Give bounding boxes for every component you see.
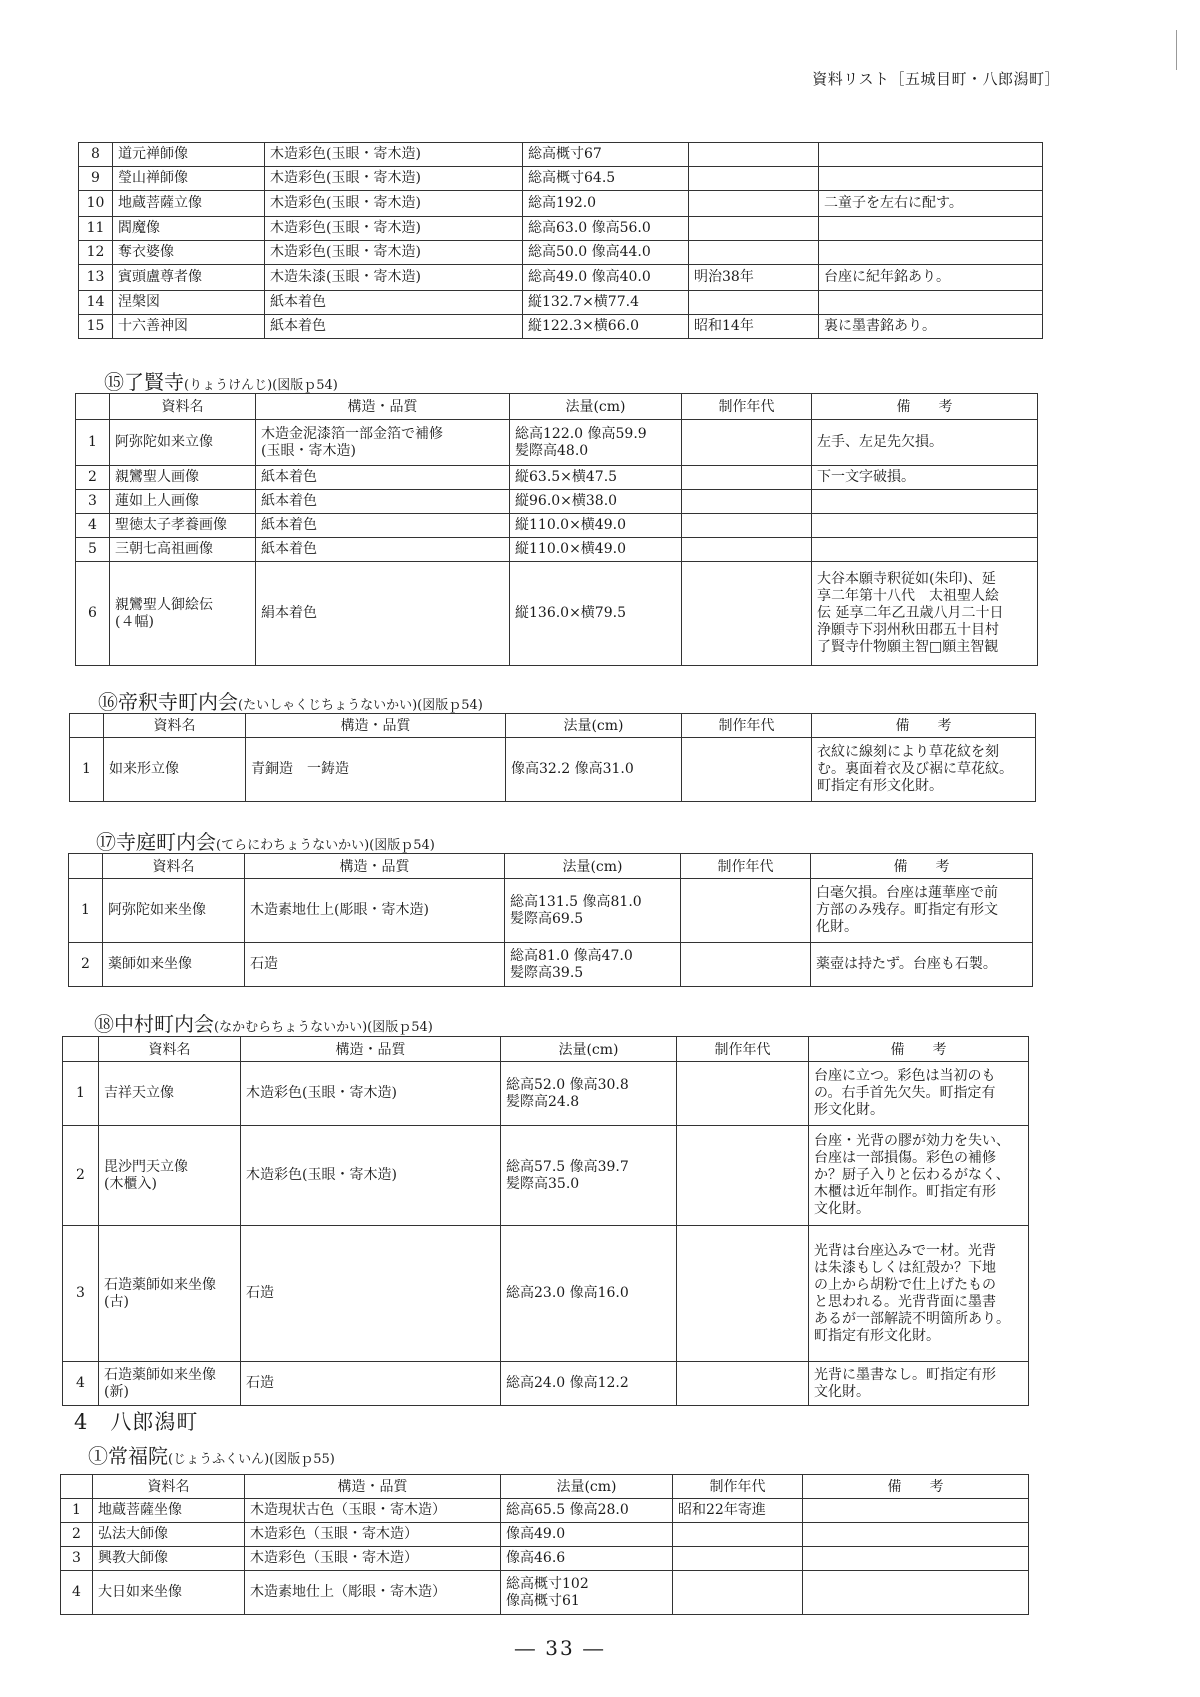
- cell-material: 木造彩色(玉眼・寄木造): [265, 167, 523, 191]
- table-row: [79, 241, 1043, 265]
- cell-material: 木造現状古色（玉眼・寄木造）: [245, 1499, 501, 1523]
- cell-no: 2: [61, 1523, 93, 1547]
- cell-name: 阿弥陀如来坐像: [103, 879, 245, 943]
- cell-size: 像高46.6: [501, 1547, 673, 1571]
- section-reading: (たいしゃくじちょうないかい)(図版ｐ54): [238, 698, 483, 713]
- cell-size: 縦122.3×横66.0: [523, 315, 689, 339]
- cell-era: [677, 1126, 809, 1226]
- header-no: [70, 714, 104, 738]
- section-name: ⑮了賢寺: [104, 370, 184, 394]
- header-no: [63, 1037, 99, 1062]
- cell-note: 台座・光背の膠が効力を失い、 台座は一部損傷。彩色の補修 か？厨子入りと伝わるがなく、 木櫃は近年制作。町指定有形 文化財。: [809, 1126, 1029, 1226]
- header-material: 構造・品質: [256, 394, 510, 420]
- cell-material: 木造素地仕上(彫眼・寄木造): [245, 879, 505, 943]
- cell-era: [673, 1523, 803, 1547]
- cell-note: 白毫欠損。台座は蓮華座で前 方部のみ残存。町指定有形文 化財。: [811, 879, 1033, 943]
- cell-size: 縦110.0×横49.0: [510, 538, 682, 562]
- table-row: [79, 315, 1043, 339]
- cell-name: 地蔵菩薩坐像: [93, 1499, 245, 1523]
- cell-note: [803, 1571, 1029, 1615]
- section-reading: (りょうけんじ)(図版ｐ54): [184, 378, 338, 393]
- cell-size: 総高131.5 像高81.0 髪際高69.5: [505, 879, 681, 943]
- cell-no: 3: [76, 490, 110, 514]
- section-title-jofukuin: [88, 1440, 335, 1469]
- header-size: 法量(cm): [506, 714, 682, 738]
- cell-size: 総高50.0 像高44.0: [523, 241, 689, 265]
- cell-era: [677, 1226, 809, 1362]
- table-row: [76, 490, 1038, 514]
- cell-note: [803, 1523, 1029, 1547]
- table-row: [76, 514, 1038, 538]
- cell-era: [689, 167, 819, 191]
- cell-size: 縦136.0×横79.5: [510, 562, 682, 666]
- table-taishakuji: [69, 713, 1036, 802]
- header-era: 制作年代: [682, 394, 812, 420]
- cell-material: 絹本着色: [256, 562, 510, 666]
- cell-note: 大谷本願寺釈従如(朱印)、延 享二年第十八代 太祖聖人絵 伝 延享二年乙丑歳八月二十日 浄願寺下羽州秋田郡五十目村 了賢寺什物願主智□願主智観: [812, 562, 1038, 666]
- header-size: 法量(cm): [501, 1037, 677, 1062]
- table-header-row: [63, 1037, 1029, 1062]
- header-name: 資料名: [104, 714, 246, 738]
- table-row: [76, 562, 1038, 666]
- header-note: 備 考: [803, 1475, 1029, 1499]
- cell-material: 木造彩色(玉眼・寄木造): [265, 191, 523, 217]
- cell-no: 13: [79, 265, 113, 291]
- cell-no: 11: [79, 217, 113, 241]
- table-row: [79, 191, 1043, 217]
- cell-era: [682, 538, 812, 562]
- table-row: [79, 265, 1043, 291]
- header-note: 備 考: [811, 854, 1033, 879]
- table-row: [61, 1499, 1029, 1523]
- cell-name: 石造薬師如来坐像 (古): [99, 1226, 241, 1362]
- cell-name: 吉祥天立像: [99, 1062, 241, 1126]
- cell-no: 6: [76, 562, 110, 666]
- table-row: [79, 291, 1043, 315]
- header-material: 構造・品質: [246, 714, 506, 738]
- cell-material: 紙本着色: [256, 466, 510, 490]
- section-title-ryokenji: [104, 366, 338, 395]
- cell-era: [689, 191, 819, 217]
- cell-era: 昭和22年寄進: [673, 1499, 803, 1523]
- cell-note: [803, 1547, 1029, 1571]
- cell-material: 青銅造 一鋳造: [246, 738, 506, 802]
- cell-no: 2: [69, 943, 103, 987]
- cell-size: 縦132.7×横77.4: [523, 291, 689, 315]
- header-no: [76, 394, 110, 420]
- cell-name: 十六善神図: [113, 315, 265, 339]
- cell-name: 聖徳太子孝養画像: [110, 514, 256, 538]
- table-row: [76, 420, 1038, 466]
- cell-name: 地蔵菩薩立像: [113, 191, 265, 217]
- cell-no: 1: [69, 879, 103, 943]
- cell-no: 15: [79, 315, 113, 339]
- cell-era: [682, 738, 812, 802]
- cell-no: 3: [63, 1226, 99, 1362]
- cell-note: 裏に墨書銘あり。: [819, 315, 1043, 339]
- cell-era: [682, 420, 812, 466]
- header-name: 資料名: [110, 394, 256, 420]
- header-material: 構造・品質: [245, 1475, 501, 1499]
- cell-no: 4: [61, 1571, 93, 1615]
- table-row: [79, 167, 1043, 191]
- cell-size: 総高57.5 像高39.7 髪際高35.0: [501, 1126, 677, 1226]
- cell-name: 阿弥陀如来立像: [110, 420, 256, 466]
- cell-era: [689, 241, 819, 265]
- cell-era: [682, 466, 812, 490]
- table-row: [70, 738, 1036, 802]
- section-reading: (なかむらちょうないかい)(図版ｐ54): [214, 1020, 433, 1035]
- cell-no: 4: [63, 1362, 99, 1406]
- cell-material: 木造彩色（玉眼・寄木造）: [245, 1547, 501, 1571]
- cell-note: [819, 143, 1043, 167]
- cell-era: [677, 1062, 809, 1126]
- cell-size: 縦96.0×横38.0: [510, 490, 682, 514]
- section-reading: (てらにわちょうないかい)(図版ｐ54): [216, 838, 435, 853]
- cell-no: 10: [79, 191, 113, 217]
- cell-note: [812, 538, 1038, 562]
- scan-edge-mark: [1176, 30, 1177, 70]
- cell-no: 2: [76, 466, 110, 490]
- cell-note: [819, 291, 1043, 315]
- cell-no: 9: [79, 167, 113, 191]
- cell-no: 4: [76, 514, 110, 538]
- cell-era: [673, 1571, 803, 1615]
- table-header-row: [61, 1475, 1029, 1499]
- cell-size: 総高概寸64.5: [523, 167, 689, 191]
- table-ryokenji: [75, 393, 1038, 666]
- cell-size: 像高32.2 像高31.0: [506, 738, 682, 802]
- cell-name: 毘沙門天立像 (木櫃入): [99, 1126, 241, 1226]
- cell-material: 木造彩色(玉眼・寄木造): [241, 1126, 501, 1226]
- cell-note: 下一文字破損。: [812, 466, 1038, 490]
- table-row: [69, 879, 1033, 943]
- cell-era: [682, 490, 812, 514]
- cell-material: 石造: [241, 1362, 501, 1406]
- cell-material: 木造彩色(玉眼・寄木造): [241, 1062, 501, 1126]
- cell-era: 昭和14年: [689, 315, 819, 339]
- table-header-row: [76, 394, 1038, 420]
- cell-note: 光背は台座込みで一材。光背 は朱漆もしくは紅殻か？下地 の上から胡粉で仕上げたもの と思われる。光背背面に墨書 あるが一部解読不明箇所あり。 町指定有形文化財。: [809, 1226, 1029, 1362]
- section-name: ⑯帝釈寺町内会: [98, 690, 238, 714]
- table-row: [69, 943, 1033, 987]
- cell-material: 木造彩色(玉眼・寄木造): [265, 143, 523, 167]
- cell-name: 如来形立像: [104, 738, 246, 802]
- section-title-nakamura: [94, 1008, 433, 1037]
- header-note: 備 考: [812, 394, 1038, 420]
- cell-size: 総高52.0 像高30.8 髪際高24.8: [501, 1062, 677, 1126]
- cell-size: 総高63.0 像高56.0: [523, 217, 689, 241]
- header-note: 備 考: [812, 714, 1036, 738]
- header-size: 法量(cm): [510, 394, 682, 420]
- cell-note: [803, 1499, 1029, 1523]
- cell-era: [682, 562, 812, 666]
- cell-note: [819, 167, 1043, 191]
- cell-size: 総高24.0 像高12.2: [501, 1362, 677, 1406]
- header-size: 法量(cm): [505, 854, 681, 879]
- table-row: [79, 143, 1043, 167]
- cell-era: [673, 1547, 803, 1571]
- cell-size: 総高概寸67: [523, 143, 689, 167]
- cell-no: 8: [79, 143, 113, 167]
- cell-era: [689, 143, 819, 167]
- cell-name: 三朝七高祖画像: [110, 538, 256, 562]
- cell-name: 涅槃図: [113, 291, 265, 315]
- cell-note: [819, 241, 1043, 265]
- cell-era: [681, 943, 811, 987]
- section-name: ⑰寺庭町内会: [96, 830, 216, 854]
- cell-size: 総高65.5 像高28.0: [501, 1499, 673, 1523]
- cell-era: [689, 291, 819, 315]
- header-note: 備 考: [809, 1037, 1029, 1062]
- cell-name: 蓮如上人画像: [110, 490, 256, 514]
- table-row: [61, 1547, 1029, 1571]
- cell-material: 木造素地仕上（彫眼・寄木造）: [245, 1571, 501, 1615]
- cell-size: 像高49.0: [501, 1523, 673, 1547]
- cell-size: 総高81.0 像高47.0 髪際高39.5: [505, 943, 681, 987]
- header-material: 構造・品質: [245, 854, 505, 879]
- header-material: 構造・品質: [241, 1037, 501, 1062]
- cell-era: [689, 217, 819, 241]
- cell-size: 縦110.0×横49.0: [510, 514, 682, 538]
- cell-material: 木造朱漆(玉眼・寄木造): [265, 265, 523, 291]
- cell-name: 道元禅師像: [113, 143, 265, 167]
- cell-no: 1: [76, 420, 110, 466]
- cell-note: [819, 217, 1043, 241]
- table-row: [63, 1226, 1029, 1362]
- header-name: 資料名: [93, 1475, 245, 1499]
- table-row: [63, 1126, 1029, 1226]
- section-title-taishakuji: [98, 686, 483, 715]
- cell-material: 木造彩色(玉眼・寄木造): [265, 241, 523, 265]
- cell-size: 縦63.5×横47.5: [510, 466, 682, 490]
- header-no: [61, 1475, 93, 1499]
- cell-note: 台座に立つ。彩色は当初のも の。右手首先欠失。町指定有 形文化財。: [809, 1062, 1029, 1126]
- cell-material: 木造金泥漆箔一部金箔で補修 (玉眼・寄木造): [256, 420, 510, 466]
- section-name: ①常福院: [88, 1444, 168, 1468]
- cell-name: 弘法大師像: [93, 1523, 245, 1547]
- table-header-row: [69, 854, 1033, 879]
- cell-note: 左手、左足先欠損。: [812, 420, 1038, 466]
- cell-era: 明治38年: [689, 265, 819, 291]
- header-era: 制作年代: [681, 854, 811, 879]
- header-size: 法量(cm): [501, 1475, 673, 1499]
- cell-size: 総高23.0 像高16.0: [501, 1226, 677, 1362]
- cell-note: [812, 514, 1038, 538]
- table-row: [79, 217, 1043, 241]
- table-teraniwa: [68, 853, 1033, 987]
- table-row: [76, 538, 1038, 562]
- cell-name: 瑩山禅師像: [113, 167, 265, 191]
- table-header-row: [70, 714, 1036, 738]
- table-row: [61, 1571, 1029, 1615]
- table-row: [61, 1523, 1029, 1547]
- table-row: [76, 466, 1038, 490]
- cell-size: 総高概寸102 像高概寸61: [501, 1571, 673, 1615]
- header-name: 資料名: [103, 854, 245, 879]
- cell-note: 衣紋に線刻により草花紋を刻 む。裏面着衣及び裾に草花紋。 町指定有形文化財。: [812, 738, 1036, 802]
- cell-no: 3: [61, 1547, 93, 1571]
- cell-material: 石造: [241, 1226, 501, 1362]
- page-header: 資料リスト［五城目町・八郎潟町］: [812, 70, 1060, 88]
- cell-era: [681, 879, 811, 943]
- header-era: 制作年代: [677, 1037, 809, 1062]
- cell-note: 台座に紀年銘あり。: [819, 265, 1043, 291]
- cell-no: 2: [63, 1126, 99, 1226]
- section-name: ⑱中村町内会: [94, 1012, 214, 1036]
- header-era: 制作年代: [682, 714, 812, 738]
- cell-no: 1: [61, 1499, 93, 1523]
- cell-name: 石造薬師如来坐像 (新): [99, 1362, 241, 1406]
- cell-no: 12: [79, 241, 113, 265]
- header-name: 資料名: [99, 1037, 241, 1062]
- page-number: ― 33 ―: [514, 1636, 606, 1660]
- header-no: [69, 854, 103, 879]
- cell-no: 1: [63, 1062, 99, 1126]
- cell-note: 二童子を左右に配す。: [819, 191, 1043, 217]
- section-reading: (じょうふくいん)(図版ｐ55): [168, 1452, 335, 1467]
- cell-note: 光背に墨書なし。町指定有形 文化財。: [809, 1362, 1029, 1406]
- cell-material: 紙本着色: [256, 490, 510, 514]
- cell-name: 賓頭盧尊者像: [113, 265, 265, 291]
- table-nakamura: [62, 1036, 1029, 1406]
- table-continued: [78, 142, 1043, 339]
- cell-size: 総高49.0 像高40.0: [523, 265, 689, 291]
- cell-material: 紙本着色: [265, 291, 523, 315]
- cell-material: 木造彩色（玉眼・寄木造）: [245, 1523, 501, 1547]
- cell-material: 石造: [245, 943, 505, 987]
- cell-size: 総高122.0 像高59.9 髪際高48.0: [510, 420, 682, 466]
- cell-name: 薬師如来坐像: [103, 943, 245, 987]
- cell-era: [677, 1362, 809, 1406]
- cell-era: [682, 514, 812, 538]
- cell-name: 親鸞聖人御絵伝 (４幅): [110, 562, 256, 666]
- cell-material: 紙本着色: [256, 538, 510, 562]
- cell-no: 14: [79, 291, 113, 315]
- header-era: 制作年代: [673, 1475, 803, 1499]
- cell-no: 5: [76, 538, 110, 562]
- cell-name: 閻魔像: [113, 217, 265, 241]
- cell-note: 薬壺は持たず。台座も石製。: [811, 943, 1033, 987]
- cell-name: 奪衣婆像: [113, 241, 265, 265]
- table-jofukuin: [60, 1474, 1029, 1615]
- section-title-teraniwa: [96, 826, 435, 855]
- cell-name: 大日如来坐像: [93, 1571, 245, 1615]
- cell-note: [812, 490, 1038, 514]
- cell-material: 木造彩色(玉眼・寄木造): [265, 217, 523, 241]
- cell-name: 親鸞聖人画像: [110, 466, 256, 490]
- chapter-title: 4 八郎潟町: [74, 1410, 199, 1434]
- cell-no: 1: [70, 738, 104, 802]
- table-row: [63, 1062, 1029, 1126]
- cell-name: 興教大師像: [93, 1547, 245, 1571]
- cell-material: 紙本着色: [256, 514, 510, 538]
- cell-size: 総高192.0: [523, 191, 689, 217]
- cell-material: 紙本着色: [265, 315, 523, 339]
- table-row: [63, 1362, 1029, 1406]
